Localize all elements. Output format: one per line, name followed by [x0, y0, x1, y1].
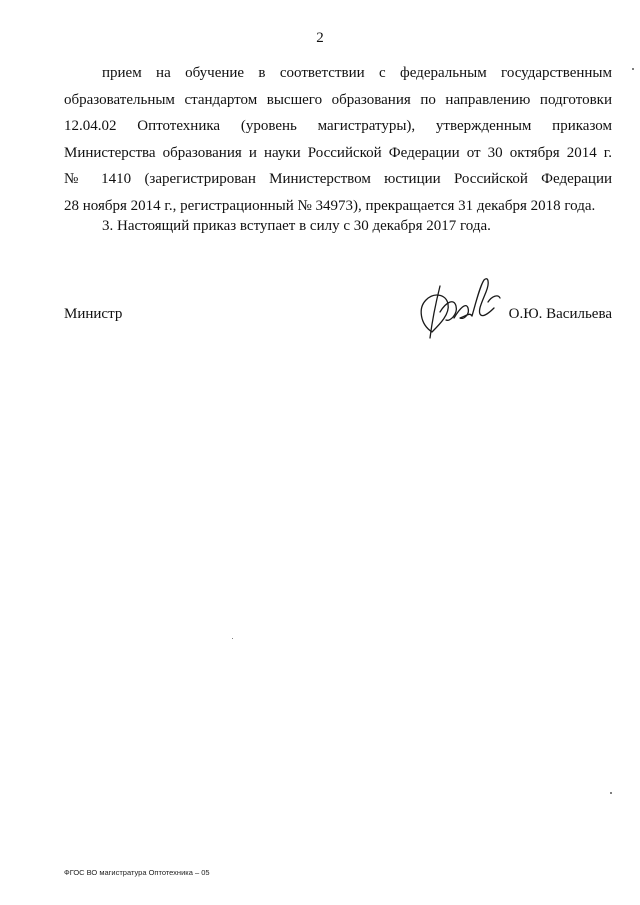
footer-code: ФГОС ВО магистратура Оптотехника – 05 [64, 868, 210, 877]
clause-3-text: 3. Настоящий приказ вступает в силу с 30 декабря 2017 года. [102, 218, 491, 234]
clause-2-line: 12.04.02 Оптотехника (уровень магистратуры), утвержденным приказом [64, 118, 612, 134]
signature-block [64, 300, 612, 350]
clause-2-line: образовательным стандартом высшего образования по направлению подготовки [64, 91, 612, 108]
page-number: 2 [316, 30, 324, 46]
clause-2-line: прием на обучение в соответствии с федеральным государственным [102, 65, 612, 81]
handwritten-signature [410, 272, 510, 346]
clause-2-line: Министерства образования и науки Российской Федерации от 30 октября 2014 г. [64, 144, 612, 161]
scan-speck [232, 638, 233, 639]
signer-name: О.Ю. Васильева [508, 306, 612, 322]
scan-speck [632, 68, 634, 70]
clause-2-line: 28 ноября 2014 г., регистрационный № 34973), прекращается 31 декабря 2018 года. [64, 197, 596, 214]
signer-title: Министр [64, 306, 123, 322]
scan-speck [610, 792, 612, 794]
clause-2-line: № 1410 (зарегистрирован Министерством юстиции Российской Федерации [64, 171, 612, 187]
clause-2-text [64, 60, 612, 219]
